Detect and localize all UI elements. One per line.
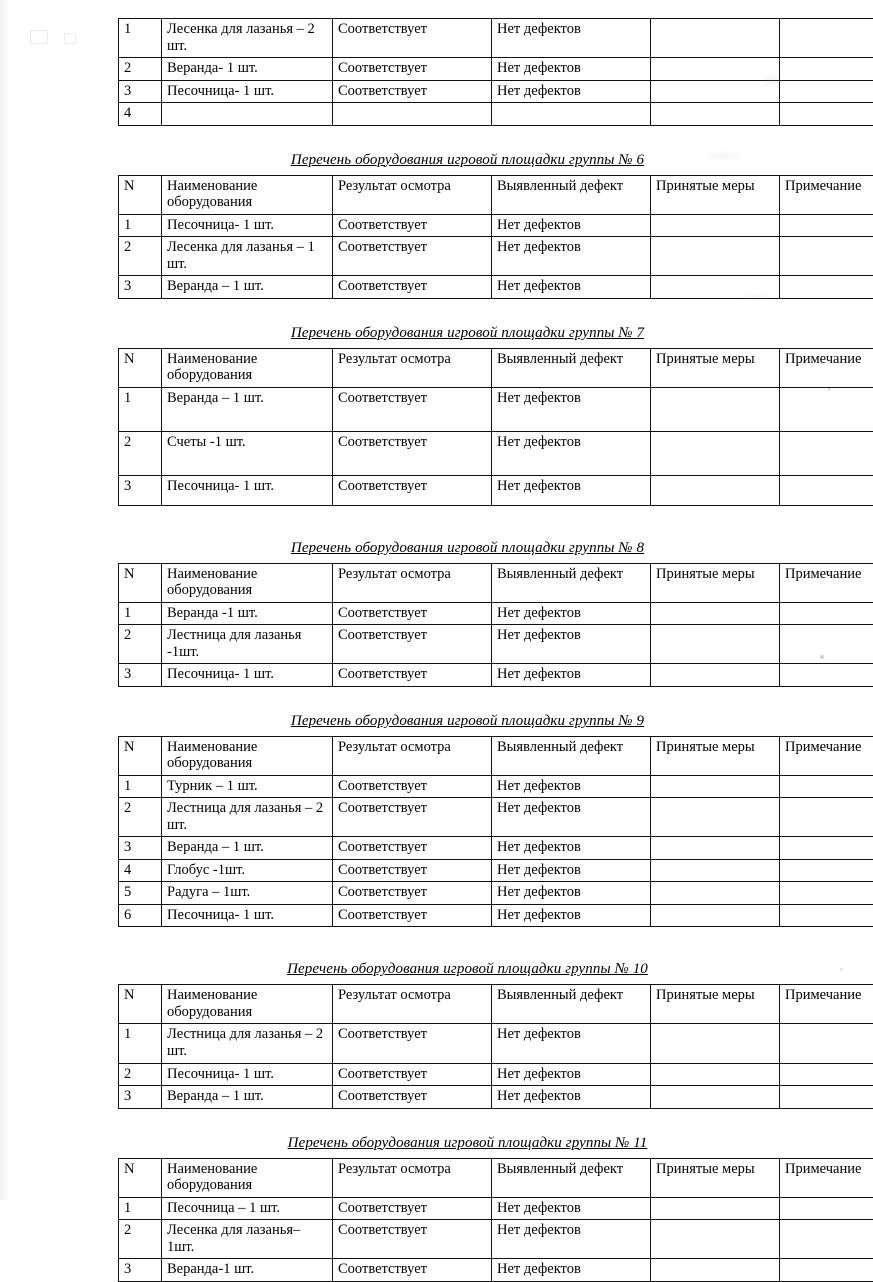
cell-measures <box>651 1063 780 1086</box>
cell-defect: Нет дефектов <box>492 431 651 475</box>
cell-defect: Нет дефектов <box>492 1259 651 1282</box>
column-header-number: N <box>119 1158 162 1197</box>
cell-measures <box>651 237 780 276</box>
cell-number: 3 <box>119 664 162 687</box>
column-header-defect: Выявленный дефект <box>492 1158 651 1197</box>
cell-result: Соответствует <box>333 798 492 837</box>
equipment-section-10 <box>118 961 817 1108</box>
cell-measures <box>651 214 780 237</box>
scan-artifact-square <box>30 30 48 44</box>
cell-number: 4 <box>119 859 162 882</box>
section-spacer <box>118 126 817 152</box>
cell-defect: Нет дефектов <box>492 798 651 837</box>
cell-number: 1 <box>119 1197 162 1220</box>
cell-measures <box>651 1259 780 1282</box>
column-header-result: Результат осмотра <box>333 175 492 214</box>
column-header-result: Результат осмотра <box>333 563 492 602</box>
cell-measures <box>651 1086 780 1109</box>
column-header-number: N <box>119 348 162 387</box>
cell-result: Соответствует <box>333 214 492 237</box>
table-row <box>119 602 873 625</box>
column-header-note: Примечание <box>780 175 873 214</box>
cell-defect: Нет дефектов <box>492 1063 651 1086</box>
cell-result: Соответствует <box>333 387 492 431</box>
cell-name: Лесенка для лазанья – 2 шт. <box>162 19 333 58</box>
cell-note <box>780 602 873 625</box>
cell-defect: Нет дефектов <box>492 664 651 687</box>
table-header-row <box>119 175 873 214</box>
cell-result: Соответствует <box>333 859 492 882</box>
cell-number: 1 <box>119 775 162 798</box>
cell-defect: Нет дефектов <box>492 80 651 103</box>
cell-result: Соответствует <box>333 58 492 81</box>
table-header-row <box>119 563 873 602</box>
cell-measures <box>651 1024 780 1063</box>
cell-note <box>780 1063 873 1086</box>
cell-result: Соответствует <box>333 837 492 860</box>
cell-measures <box>651 1197 780 1220</box>
cell-measures <box>651 775 780 798</box>
cell-measures <box>651 19 780 58</box>
cell-result: Соответствует <box>333 904 492 927</box>
column-header-name: Наименование оборудования <box>162 985 333 1024</box>
column-header-note: Примечание <box>780 985 873 1024</box>
table-row <box>119 882 873 905</box>
cell-defect <box>492 103 651 126</box>
cell-defect: Нет дефектов <box>492 904 651 927</box>
column-header-defect: Выявленный дефект <box>492 348 651 387</box>
cell-number: 3 <box>119 1086 162 1109</box>
column-header-defect: Выявленный дефект <box>492 736 651 775</box>
cell-name: Песочница – 1 шт. <box>162 1197 333 1220</box>
cell-result: Соответствует <box>333 625 492 664</box>
cell-defect: Нет дефектов <box>492 1024 651 1063</box>
column-header-defect: Выявленный дефект <box>492 985 651 1024</box>
column-header-number: N <box>119 563 162 602</box>
table-row <box>119 19 873 58</box>
cell-number: 2 <box>119 625 162 664</box>
column-header-result: Результат осмотра <box>333 736 492 775</box>
equipment-table <box>118 348 873 506</box>
cell-note <box>780 237 873 276</box>
column-header-result: Результат осмотра <box>333 348 492 387</box>
column-header-number: N <box>119 985 162 1024</box>
cell-note <box>780 837 873 860</box>
table-row <box>119 1220 873 1259</box>
cell-measures <box>651 625 780 664</box>
cell-defect: Нет дефектов <box>492 475 651 505</box>
cell-measures <box>651 387 780 431</box>
section-title: Перечень оборудования игровой площадки группы № 8 <box>118 540 817 557</box>
cell-number: 5 <box>119 882 162 905</box>
table-row <box>119 837 873 860</box>
cell-number: 3 <box>119 837 162 860</box>
cell-note <box>780 58 873 81</box>
cell-number: 1 <box>119 1024 162 1063</box>
cell-number: 3 <box>119 475 162 505</box>
cell-name: Песочница- 1 шт. <box>162 904 333 927</box>
cell-name: Песочница- 1 шт. <box>162 475 333 505</box>
column-header-measures: Принятые меры <box>651 1158 780 1197</box>
cell-result: Соответствует <box>333 775 492 798</box>
cell-note <box>780 664 873 687</box>
cell-name: Лестница для лазанья – 2 шт. <box>162 798 333 837</box>
table-row <box>119 664 873 687</box>
cell-defect: Нет дефектов <box>492 1220 651 1259</box>
cell-result: Соответствует <box>333 664 492 687</box>
cell-note <box>780 904 873 927</box>
column-header-measures: Принятые меры <box>651 348 780 387</box>
cell-number: 2 <box>119 431 162 475</box>
table-row <box>119 103 873 126</box>
cell-defect: Нет дефектов <box>492 237 651 276</box>
cell-number: 4 <box>119 103 162 126</box>
cell-note <box>780 625 873 664</box>
cell-result <box>333 103 492 126</box>
cell-defect: Нет дефектов <box>492 1086 651 1109</box>
cell-result: Соответствует <box>333 80 492 103</box>
cell-name: Веранда-1 шт. <box>162 1259 333 1282</box>
cell-number: 2 <box>119 58 162 81</box>
equipment-table <box>118 175 873 299</box>
cell-defect: Нет дефектов <box>492 882 651 905</box>
column-header-name: Наименование оборудования <box>162 175 333 214</box>
section-spacer <box>118 1109 817 1135</box>
section-spacer <box>118 927 817 961</box>
column-header-result: Результат осмотра <box>333 1158 492 1197</box>
cell-measures <box>651 1220 780 1259</box>
table-row <box>119 80 873 103</box>
table-row <box>119 1024 873 1063</box>
cell-name: Веранда -1 шт. <box>162 602 333 625</box>
table-row <box>119 214 873 237</box>
table-row <box>119 58 873 81</box>
cell-defect: Нет дефектов <box>492 276 651 299</box>
column-header-note: Примечание <box>780 1158 873 1197</box>
column-header-note: Примечание <box>780 563 873 602</box>
cell-note <box>780 1259 873 1282</box>
cell-result: Соответствует <box>333 1259 492 1282</box>
cell-note <box>780 276 873 299</box>
page-edge-shadow <box>0 0 10 1200</box>
cell-measures <box>651 859 780 882</box>
cell-result: Соответствует <box>333 276 492 299</box>
cell-measures <box>651 103 780 126</box>
cell-note <box>780 1024 873 1063</box>
cell-measures <box>651 882 780 905</box>
cell-defect: Нет дефектов <box>492 602 651 625</box>
cell-note <box>780 798 873 837</box>
cell-result: Соответствует <box>333 237 492 276</box>
column-header-name: Наименование оборудования <box>162 1158 333 1197</box>
cell-name: Веранда – 1 шт. <box>162 387 333 431</box>
cell-name: Веранда – 1 шт. <box>162 276 333 299</box>
cell-measures <box>651 798 780 837</box>
column-header-name: Наименование оборудования <box>162 563 333 602</box>
scan-artifact-dot <box>840 968 843 971</box>
section-spacer <box>118 506 817 540</box>
equipment-section-9 <box>118 713 817 928</box>
cell-result: Соответствует <box>333 19 492 58</box>
column-header-defect: Выявленный дефект <box>492 175 651 214</box>
cell-defect: Нет дефектов <box>492 387 651 431</box>
column-header-name: Наименование оборудования <box>162 348 333 387</box>
column-header-measures: Принятые меры <box>651 563 780 602</box>
section-spacer <box>118 687 817 713</box>
cell-result: Соответствует <box>333 1086 492 1109</box>
cell-number: 3 <box>119 80 162 103</box>
cell-number: 1 <box>119 214 162 237</box>
cell-name: Песочница- 1 шт. <box>162 80 333 103</box>
cell-result: Соответствует <box>333 1063 492 1086</box>
equipment-section-11 <box>118 1135 817 1282</box>
cell-result: Соответствует <box>333 431 492 475</box>
cell-note <box>780 475 873 505</box>
equipment-table <box>118 563 873 687</box>
cell-result: Соответствует <box>333 882 492 905</box>
cell-name: Лестница для лазанья – 2 шт. <box>162 1024 333 1063</box>
scan-artifact-square-small <box>64 33 76 44</box>
section-title: Перечень оборудования игровой площадки группы № 9 <box>118 713 817 730</box>
column-header-number: N <box>119 736 162 775</box>
cell-note <box>780 214 873 237</box>
cell-defect: Нет дефектов <box>492 625 651 664</box>
cell-number: 2 <box>119 798 162 837</box>
table-row <box>119 387 873 431</box>
cell-number: 3 <box>119 276 162 299</box>
cell-defect: Нет дефектов <box>492 837 651 860</box>
cell-result: Соответствует <box>333 1197 492 1220</box>
cell-name: Лесенка для лазанья– 1шт. <box>162 1220 333 1259</box>
column-header-defect: Выявленный дефект <box>492 563 651 602</box>
cell-name: Счеты -1 шт. <box>162 431 333 475</box>
cell-number: 1 <box>119 387 162 431</box>
cell-number: 2 <box>119 1063 162 1086</box>
table-header-row <box>119 1158 873 1197</box>
table-row <box>119 859 873 882</box>
cell-name: Турник – 1 шт. <box>162 775 333 798</box>
section-title: Перечень оборудования игровой площадки группы № 11 <box>118 1135 817 1152</box>
cell-defect: Нет дефектов <box>492 775 651 798</box>
cell-note <box>780 387 873 431</box>
cell-number: 6 <box>119 904 162 927</box>
column-header-note: Примечание <box>780 348 873 387</box>
table-row <box>119 276 873 299</box>
cell-measures <box>651 664 780 687</box>
table-header-row <box>119 985 873 1024</box>
column-header-number: N <box>119 175 162 214</box>
cell-result: Соответствует <box>333 475 492 505</box>
cell-name: Лесенка для лазанья – 1 шт. <box>162 237 333 276</box>
cell-defect: Нет дефектов <box>492 214 651 237</box>
cell-number: 2 <box>119 1220 162 1259</box>
table-row <box>119 431 873 475</box>
table-row <box>119 237 873 276</box>
table-row <box>119 1063 873 1086</box>
section-title: Перечень оборудования игровой площадки группы № 7 <box>118 325 817 342</box>
cell-measures <box>651 475 780 505</box>
cell-name: Глобус -1шт. <box>162 859 333 882</box>
equipment-table-continued-section <box>118 18 817 126</box>
table-row <box>119 625 873 664</box>
cell-name <box>162 103 333 126</box>
cell-name: Веранда- 1 шт. <box>162 58 333 81</box>
cell-note <box>780 1086 873 1109</box>
column-header-result: Результат осмотра <box>333 985 492 1024</box>
cell-measures <box>651 276 780 299</box>
cell-measures <box>651 431 780 475</box>
cell-name: Веранда – 1 шт. <box>162 1086 333 1109</box>
cell-name: Песочница- 1 шт. <box>162 214 333 237</box>
cell-note <box>780 882 873 905</box>
cell-name: Песочница- 1 шт. <box>162 1063 333 1086</box>
cell-result: Соответствует <box>333 1220 492 1259</box>
cell-note <box>780 80 873 103</box>
cell-result: Соответствует <box>333 602 492 625</box>
cell-name: Песочница- 1 шт. <box>162 664 333 687</box>
cell-note <box>780 859 873 882</box>
column-header-measures: Принятые меры <box>651 175 780 214</box>
cell-number: 1 <box>119 602 162 625</box>
table-row <box>119 798 873 837</box>
cell-name: Радуга – 1шт. <box>162 882 333 905</box>
cell-measures <box>651 80 780 103</box>
equipment-table-continued <box>118 18 873 126</box>
cell-note <box>780 775 873 798</box>
column-header-name: Наименование оборудования <box>162 736 333 775</box>
table-row <box>119 1259 873 1282</box>
table-row <box>119 1086 873 1109</box>
table-row <box>119 775 873 798</box>
section-title: Перечень оборудования игровой площадки группы № 6 <box>118 152 817 169</box>
cell-defect: Нет дефектов <box>492 859 651 882</box>
cell-measures <box>651 58 780 81</box>
table-row <box>119 475 873 505</box>
equipment-section-8 <box>118 540 817 687</box>
cell-measures <box>651 837 780 860</box>
table-row <box>119 1197 873 1220</box>
cell-number: 1 <box>119 19 162 58</box>
equipment-table <box>118 1158 873 1282</box>
table-header-row <box>119 348 873 387</box>
equipment-table <box>118 984 873 1108</box>
cell-measures <box>651 602 780 625</box>
equipment-section-6 <box>118 152 817 299</box>
cell-note <box>780 19 873 58</box>
equipment-table <box>118 736 873 928</box>
cell-name: Лестница для лазанья -1шт. <box>162 625 333 664</box>
cell-number: 2 <box>119 237 162 276</box>
cell-number: 3 <box>119 1259 162 1282</box>
table-row <box>119 904 873 927</box>
cell-note <box>780 103 873 126</box>
cell-defect: Нет дефектов <box>492 19 651 58</box>
cell-measures <box>651 904 780 927</box>
column-header-note: Примечание <box>780 736 873 775</box>
column-header-measures: Принятые меры <box>651 985 780 1024</box>
cell-name: Веранда – 1 шт. <box>162 837 333 860</box>
cell-note <box>780 431 873 475</box>
cell-defect: Нет дефектов <box>492 1197 651 1220</box>
cell-defect: Нет дефектов <box>492 58 651 81</box>
cell-note <box>780 1220 873 1259</box>
table-header-row <box>119 736 873 775</box>
equipment-section-7 <box>118 325 817 506</box>
section-title: Перечень оборудования игровой площадки группы № 10 <box>118 961 817 978</box>
cell-result: Соответствует <box>333 1024 492 1063</box>
section-spacer <box>118 299 817 325</box>
cell-note <box>780 1197 873 1220</box>
column-header-measures: Принятые меры <box>651 736 780 775</box>
